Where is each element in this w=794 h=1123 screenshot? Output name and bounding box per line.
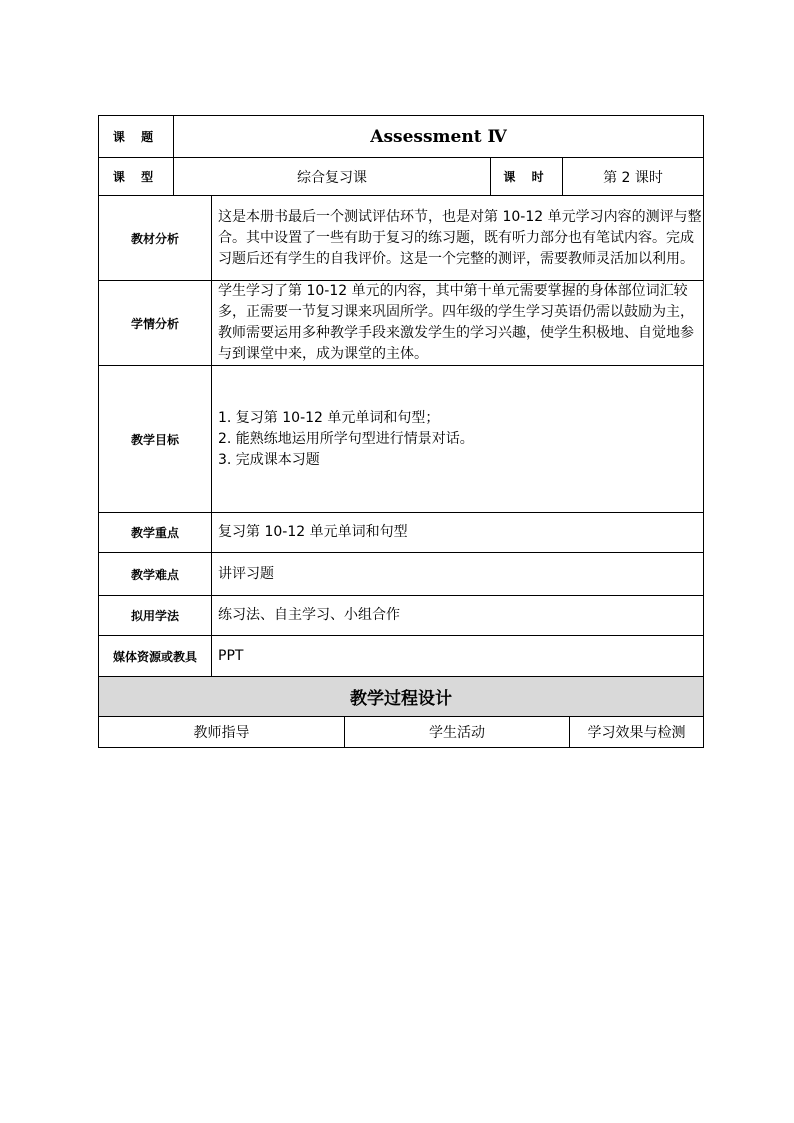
column-teacher-guidance: 教师指导 — [99, 717, 345, 748]
goal-item-1: 1. 复习第 10-12 单元单词和句型； — [218, 409, 440, 426]
difficulty-value: 讲评习题 — [212, 553, 704, 596]
topic-label: 课 题 — [99, 116, 174, 158]
method-row — [99, 596, 704, 636]
method-value: 练习法、自主学习、小组合作 — [212, 596, 704, 636]
type-label: 课 型 — [99, 158, 174, 196]
type-row — [99, 158, 704, 196]
type-value: 综合复习课 — [174, 158, 491, 196]
goals-row — [99, 366, 704, 513]
process-table — [98, 676, 704, 748]
topic-row — [99, 116, 704, 158]
period-value: 第 2 课时 — [563, 158, 704, 196]
goals-cell — [212, 366, 704, 513]
topic-value: Assessment Ⅳ — [174, 116, 704, 158]
period-label: 课 时 — [491, 158, 563, 196]
student-text: 学生学习了第 10-12 单元的内容，其中第十单元需要掌握的身体部位词汇较多，正需要一节复习课来巩固所学。四年级的学生学习英语仍需以鼓励为主，教师需要运用多种教学手段来激发学生的学习兴趣，使学生积极地、自觉地参与到课堂中来，成为课堂的主体。 — [212, 281, 704, 366]
lesson-plan-sheet — [98, 115, 703, 748]
difficulty-row — [99, 553, 704, 596]
student-row — [99, 281, 704, 366]
process-columns-row — [99, 717, 704, 748]
goals-label: 教学目标 — [99, 366, 212, 513]
key-label: 教学重点 — [99, 513, 212, 553]
column-student-activity: 学生活动 — [345, 717, 570, 748]
media-row — [99, 636, 704, 677]
lesson-info-table — [98, 115, 704, 677]
goals-list — [212, 408, 703, 471]
student-label: 学情分析 — [99, 281, 212, 366]
method-label: 拟用学法 — [99, 596, 212, 636]
column-learning-effect: 学习效果与检测 — [570, 717, 704, 748]
goal-item-2: 2. 能熟练地运用所学句型进行情景对话。 — [218, 430, 474, 447]
difficulty-label: 教学难点 — [99, 553, 212, 596]
media-label: 媒体资源或教具 — [99, 636, 212, 677]
key-value: 复习第 10-12 单元单词和句型 — [212, 513, 704, 553]
material-text: 这是本册书最后一个测试评估环节，也是对第 10-12 单元学习内容的测评与整合。其中设置了一些有助于复习的练习题，既有听力部分也有笔试内容。完成习题后还有学生的自我评价。这是一个完整的测评，需要教师灵活加以利用。 — [212, 196, 704, 281]
process-heading: 教学过程设计 — [99, 677, 704, 717]
process-heading-row — [99, 677, 704, 717]
material-row — [99, 196, 704, 281]
goal-item-3: 3. 完成课本习题 — [218, 451, 320, 468]
material-label: 教材分析 — [99, 196, 212, 281]
media-value: PPT — [212, 636, 704, 677]
key-row — [99, 513, 704, 553]
